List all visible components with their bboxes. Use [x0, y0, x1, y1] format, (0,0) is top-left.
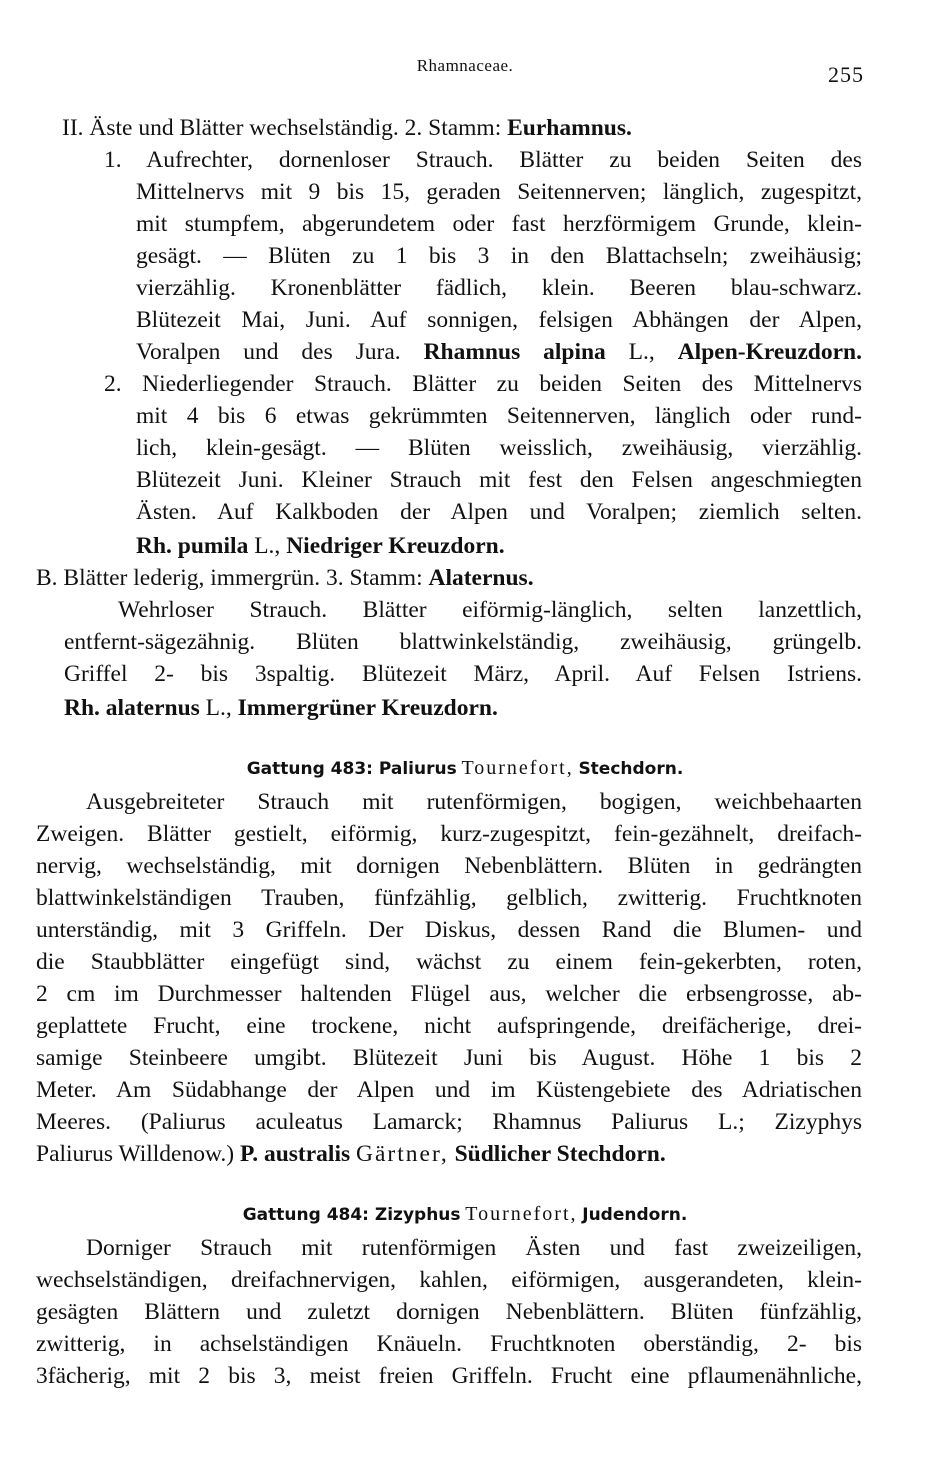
genus-common-name: Judendorn.	[582, 1205, 688, 1225]
text-run: Voralpen und des Jura.	[136, 339, 424, 365]
species-line-p-australis	[36, 1138, 862, 1170]
text-line: samige Steinbeere umgibt. Blütezeit Juni bis August. Höhe 1 bis 2	[36, 1045, 862, 1071]
species-name: Rhamnus alpina	[423, 339, 606, 365]
common-name: Immergrüner Kreuzdorn.	[237, 695, 498, 721]
text-line: 2. Niederliegender Strauch. Blätter zu beiden Seiten des Mittelnervs	[104, 371, 862, 397]
text-line: Zweigen. Blätter gestielt, eiförmig, kurz-zugespitzt, fein-gezähnelt, dreifach-	[36, 821, 862, 847]
text-line: geplattete Frucht, eine trockene, nicht aufspringende, dreifächerige, drei-	[36, 1013, 862, 1039]
text-line: Wehrloser Strauch. Blätter eiförmig-länglich, selten lanzettlich,	[118, 597, 862, 623]
text-line: lich, klein-gesägt. — Blüten weisslich, zweihäusig, vierzählig.	[136, 435, 862, 461]
species-line-rh-alaternus	[64, 692, 764, 724]
text-line: blattwinkelständigen Trauben, fünfzählig, gelblich, zwitterig. Fruchtknoten	[36, 885, 862, 911]
text-run: L.,	[199, 695, 238, 721]
text-line: 2 cm im Durchmesser haltenden Flügel aus, welcher die erbsengrosse, ab-	[36, 981, 862, 1007]
section-heading-text: II. Äste und Blätter wechselständig. 2. Stamm:	[62, 115, 508, 141]
text-line: Ausgebreiteter Strauch mit rutenförmigen, bogigen, weichbehaarten	[86, 789, 862, 815]
text-line: Dorniger Strauch mit rutenförmigen Ästen und fast zweizeiligen,	[86, 1235, 862, 1261]
text-line: nervig, wechselständig, mit dornigen Nebenblättern. Blüten in gedrängten	[36, 853, 862, 879]
text-line: gesägten Blättern und zuletzt dornigen Nebenblättern. Blüten fünfzählig,	[36, 1299, 862, 1325]
species-name: Rh. alaternus	[64, 695, 200, 721]
text-line: mit stumpfem, abgerundetem oder fast herzförmigem Grunde, klein-	[136, 211, 862, 237]
section-heading-b	[36, 562, 736, 594]
species-name: P. australis	[240, 1141, 351, 1167]
running-head-title: Rhamnaceae.	[416, 56, 514, 75]
species-name: Rh. pumila	[136, 533, 249, 559]
text-line: Meeres. (Paliurus aculeatus Lamarck; Rhamnus Paliurus L.; Zizyphys	[36, 1109, 862, 1135]
stamm-name-alaternus: Alaternus.	[428, 565, 534, 591]
genus-author: Tournefort,	[461, 757, 574, 779]
genus-heading-484	[0, 1198, 930, 1230]
text-line: Blütezeit Juni. Kleiner Strauch mit fest den Felsen angeschmiegten	[136, 467, 862, 493]
text-line: Ästen. Auf Kalkboden der Alpen und Voralpen; ziemlich selten.	[136, 499, 862, 525]
text-line: gesägt. — Blüten zu 1 bis 3 in den Blattachseln; zweihäusig;	[136, 243, 862, 269]
page-number: 255	[828, 62, 864, 87]
common-name: Alpen-Kreuzdorn.	[677, 339, 862, 365]
stamm-name-eurhamnus: Eurhamnus.	[507, 115, 632, 141]
genus-title: Gattung 484: Zizyphus	[242, 1205, 461, 1225]
genus-title: Gattung 483: Paliurus	[246, 759, 457, 779]
text-line: vierzählig. Kronenblätter fädlich, klein. Beeren blau-schwarz.	[136, 275, 862, 301]
text-line: zwitterig, in achselständigen Knäueln. Fruchtknoten oberständig, 2- bis	[36, 1331, 862, 1357]
genus-heading-483	[0, 752, 930, 784]
text-line: Meter. Am Südabhange der Alpen und im Küstengebiete des Adriatischen	[36, 1077, 862, 1103]
text-line: die Staubblätter eingefügt sind, wächst zu einem fein-gekerbten, roten,	[36, 949, 862, 975]
text-run: L.,	[605, 339, 678, 365]
text-line: 3fächerig, mit 2 bis 3, meist freien Griffeln. Frucht eine pflaumenähnliche,	[36, 1363, 862, 1389]
text-line: unterständig, mit 3 Griffeln. Der Diskus, dessen Rand die Blumen- und	[36, 917, 862, 943]
text-line: Blütezeit Mai, Juni. Auf sonnigen, felsigen Abhängen der Alpen,	[136, 307, 862, 333]
text-line: Griffel 2- bis 3spaltig. Blütezeit März, April. Auf Felsen Istriens.	[64, 661, 862, 687]
text-line: mit 4 bis 6 etwas gekrümmten Seitennerven, länglich oder rund-	[136, 403, 862, 429]
genus-author: Tournefort,	[465, 1203, 578, 1225]
common-name: Niedriger Kreuzdorn.	[286, 533, 505, 559]
text-line: wechselständigen, dreifachnervigen, kahlen, eiförmigen, ausgerandeten, klein-	[36, 1267, 862, 1293]
text-run: Paliurus Willdenow.)	[36, 1141, 241, 1167]
text-line: entfernt-sägezähnig. Blüten blattwinkelständig, zweihäusig, grüngelb.	[64, 629, 862, 655]
species-line-rh-pumila	[136, 530, 736, 562]
text-run: L.,	[248, 533, 287, 559]
text-line: 1. Aufrechter, dornenloser Strauch. Blätter zu beiden Seiten des	[104, 147, 862, 173]
section-heading-text: B. Blätter lederig, immergrün. 3. Stamm:	[36, 565, 429, 591]
common-name: Südlicher Stechdorn.	[454, 1141, 666, 1167]
species-line-rhamnus-alpina	[136, 336, 862, 368]
genus-common-name: Stechdorn.	[578, 759, 684, 779]
text-line: Mittelnervs mit 9 bis 15, geraden Seitennerven; länglich, zugespitzt,	[136, 179, 862, 205]
running-head	[0, 56, 930, 86]
section-heading-ii	[0, 112, 772, 144]
species-author: Gärtner,	[356, 1141, 449, 1167]
